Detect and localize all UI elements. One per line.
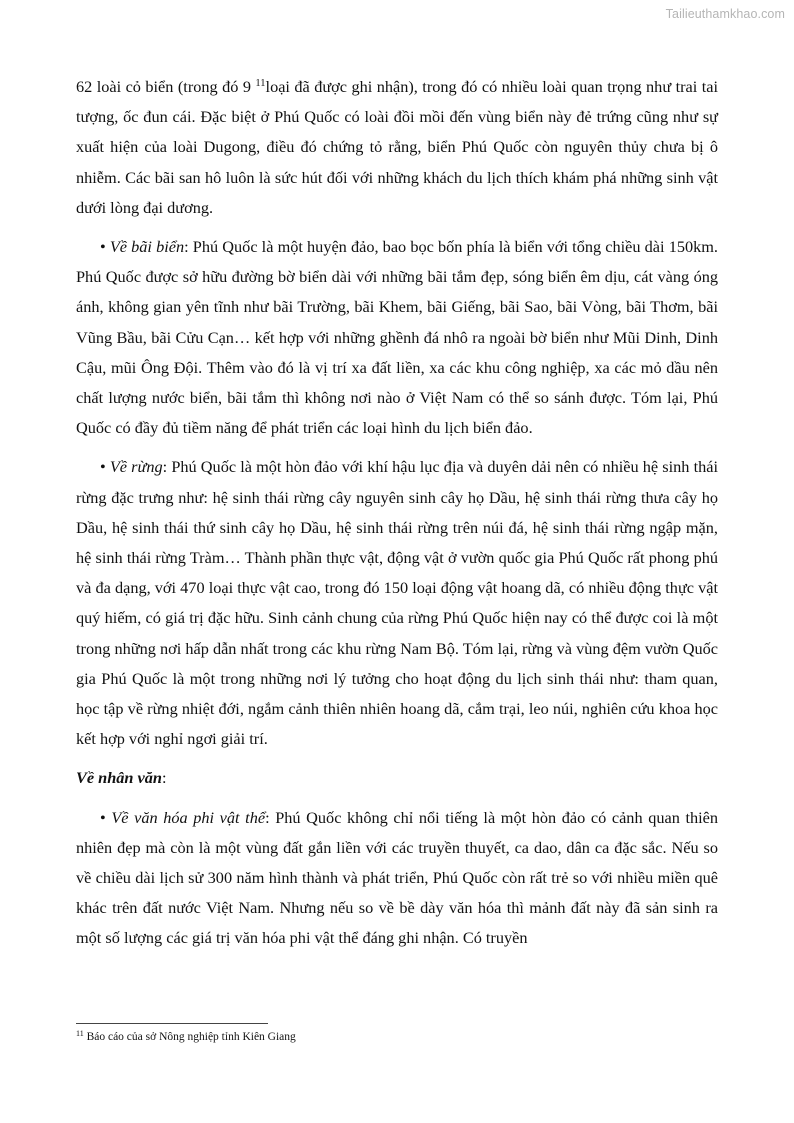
heading-colon: : [161, 768, 167, 788]
humanities-heading-paragraph [76, 763, 718, 793]
section-heading: Về nhân văn [76, 768, 162, 788]
footnote-number: 11 [76, 1029, 84, 1038]
footnote [76, 1031, 296, 1043]
intro-paragraph [76, 72, 718, 223]
footnote-divider [76, 1023, 268, 1024]
footnote-text: Báo cáo của sở Nông nghiệp tỉnh Kiên Giang [83, 1031, 296, 1043]
bullet-icon: • [100, 807, 106, 827]
forest-text: : Phú Quốc là một hòn đảo với khí hậu lục địa và duyên dải nên có nhiều hệ sinh thái rừng đặc trưng như: hệ sinh thái rừng cây nguyên sinh cây họ Dầu, hệ sinh thái rừng thưa cây họ Dầu, hệ sinh thái thứ sinh cây họ Dầu, hệ sinh thái rừng trên núi đá, hệ sinh thái rừng ngập mặn, hệ sinh thái rừng Tràm… Thành phần thực vật, động vật ở vườn quốc gia Phú Quốc rất phong phú và đa dạng, với 470 loại thực vật cao, trong đó 150 loại động vật hoang dã, có nhiều động thực vật quý hiếm, có giá trị đặc hữu. Sinh cảnh chung của rừng Phú Quốc hiện nay có thể được coi là một trong những nơi hấp dẫn nhất trong các khu rừng Nam Bộ. Tóm lại, rừng và vùng đệm vườn Quốc gia Phú Quốc là một trong những nơi lý tưởng cho hoạt động du lịch sinh thái như: tham quan, học tập về rừng nhiệt đới, ngắm cảnh thiên nhiên hoang dã, cắm trại, leo núi, nghiên cứu khoa học kết hợp với nghỉ ngơi giải trí. [76, 457, 718, 749]
culture-lead: Về văn hóa phi vật thể [111, 807, 266, 827]
intro-text: 62 loài cỏ biển (trong đó 9 [76, 77, 256, 96]
culture-paragraph [76, 803, 718, 954]
document-body [76, 72, 718, 954]
intro-text-continued: loại đã được ghi nhận), trong đó có nhiều loài quan trọng như trai tai tượng, ốc đun cái. Đặc biệt ở Phú Quốc có loài đồi mồi đến vùng biển này đẻ trứng cũng như sự xuất hiện của loài Dugong, điều đó chứng tỏ rằng, biển Phú Quốc còn nguyên thủy chưa bị ô nhiễm. Các bãi san hô luôn là sức hút đối với những khách du lịch thích khám phá những sinh vật dưới lòng đại dương. [76, 77, 718, 217]
beach-lead: Về bãi biển [109, 237, 185, 257]
beach-paragraph [76, 232, 718, 443]
forest-paragraph [76, 452, 718, 754]
forest-lead: Về rừng [109, 457, 163, 477]
culture-text: : Phú Quốc không chỉ nổi tiếng là một hòn đảo có cảnh quan thiên nhiên đẹp mà còn là một vùng đất gắn liền với các truyền thuyết, ca dao, dân ca đặc sắc. Nếu so về chiều dài lịch sử 300 năm hình thành và phát triển, Phú Quốc còn rất trẻ so với nhiều miền quê khác trên đất nước Việt Nam. Nhưng nếu so về bề dày văn hóa thì mảnh đất này đã sản sinh ra một số lượng các giá trị văn hóa phi vật thể đáng ghi nhận. Có truyền [76, 807, 719, 948]
watermark: Tailieuthamkhao.com [665, 7, 785, 21]
beach-text: : Phú Quốc là một huyện đảo, bao bọc bốn phía là biển với tổng chiều dài 150km. Phú Quốc được sở hữu đường bờ biển dài với những bãi tắm đẹp, sóng biển êm dịu, cát vàng óng ánh, không gian yên tĩnh như bãi Trường, bãi Khem, bãi Giếng, bãi Sao, bãi Vòng, bãi Thơm, bãi Vũng Bầu, bãi Cửu Cạn… kết hợp với những ghềnh đá nhô ra ngoài bờ biển như Mũi Dinh, Dinh Cậu, mũi Ông Đội. Thêm vào đó là vị trí xa đất liền, xa các khu công nghiệp, xa các mỏ dầu nên chất lượng nước biển, bãi tắm thì không nơi nào ở Việt Nam có thể so sánh được. Tóm lại, Phú Quốc có đầy đủ tiềm năng để phát triển các loại hình du lịch biển đảo. [76, 237, 718, 438]
footnote-ref: 11 [255, 78, 266, 89]
bullet-icon: • [100, 237, 106, 257]
bullet-icon: • [100, 457, 106, 477]
